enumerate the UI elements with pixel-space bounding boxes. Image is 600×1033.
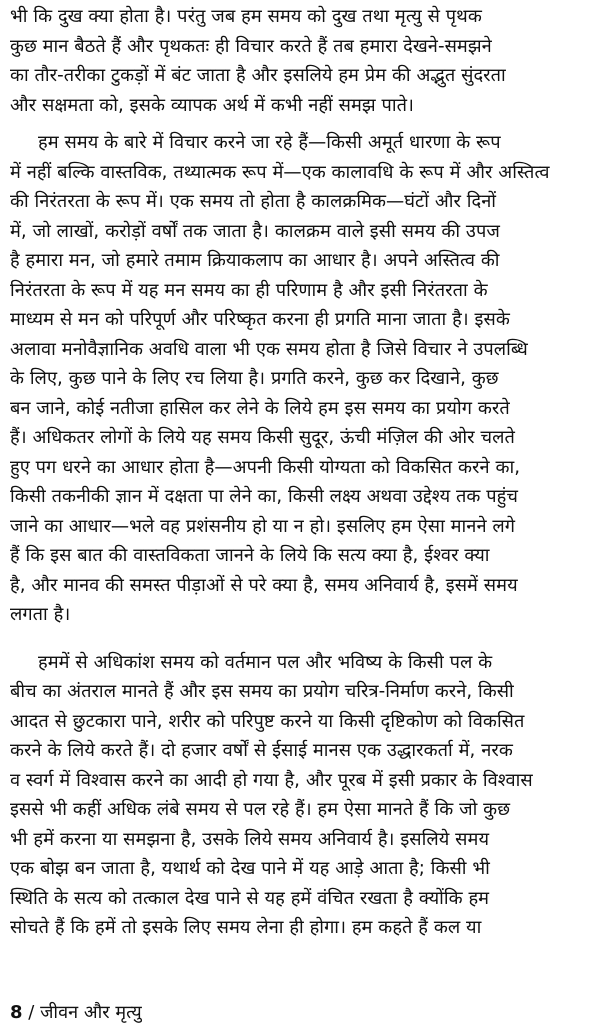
text-line: बीच का अंतराल मानते हैं और इस समय का प्रयोग चरित्र-निर्माण करने, किसी [10, 681, 514, 702]
text-line: व स्वर्ग में विश्वास करने का आदी हो गया है, और पूरब में इसी प्रकार के विश्वास [10, 769, 533, 791]
text-line: सोचते हैं कि हमें तो इसके लिए समय लेना ही होगा। हम कहते हैं कल या [10, 917, 482, 938]
text-line: भी हमें करना या समझना है, उसके लिये समय अनिवार्य है। इसलिये समय [10, 828, 490, 850]
text-line: निरंतरता के रूप में यह मन समय का ही परिणाम है और इसी निरंतरता के [10, 279, 488, 301]
footer-separator: / [28, 1002, 35, 1023]
text-line: करने के लिये करते हैं। दो हजार वर्षों से ईसाई मानस एक उद्धारकर्ता में, नरक [10, 740, 513, 761]
paragraph-2 [10, 128, 594, 630]
text-line: में, जो लाखों, करोड़ों वर्षों तक जाता है। कालक्रम वाले इसी समय की उपज [10, 220, 500, 242]
text-line: है, और मानव की समस्त पीड़ाओं से परे क्या है, समय अनिवार्य है, इसमें समय [10, 574, 518, 596]
text-line: स्थिति के सत्य को तत्काल देख पाने से यह हमें वंचित रखता है क्योंकि हम [10, 887, 490, 909]
page-footer [10, 1001, 142, 1025]
text-line: और सक्षमता को, इसके व्यापक अर्थ में कभी नहीं समझ पाते। [10, 94, 414, 116]
text-line: एक बोझ बन जाता है, यथार्थ को देख पाने में यह आड़े आता है; किसी भी [10, 858, 490, 879]
text-line: हममें से अधिकांश समय को वर्तमान पल और भविष्य के किसी पल के [38, 651, 493, 673]
paragraph-3 [10, 648, 594, 943]
text-line: है हमारा मन, जो हमारे तमाम क्रियाकलाप का आधार है। अपने अस्तित्व की [10, 250, 500, 271]
text-line: हैं कि इस बात की वास्तविकता जानने के लिये कि सत्य क्या है, ईश्वर क्या [10, 545, 490, 566]
text-line: कुछ मान बैठते हैं और पृथकतः ही विचार करते हैं तब हमारा देखने-समझने [10, 35, 492, 57]
text-line: के लिए, कुछ पाने के लिए रच लिया है। प्रगति करने, कुछ कर दिखाने, कुछ [10, 368, 499, 389]
text-line: की निरंतरता के रूप में। एक समय तो होता है कालक्रमिक—घंटों और दिनों [10, 191, 497, 212]
text-line: भी कि दुख क्या होता है। परंतु जब हम समय को दुख तथा मृत्यु से पृथक [10, 6, 482, 27]
text-line: में नहीं बल्कि वास्तविक, तथ्यात्मक रूप में—एक कालावधि के रूप में और अस्तित्व [10, 161, 550, 183]
text-line: किसी तकनीकी ज्ञान में दक्षता पा लेने का, किसी लक्ष्य अथवा उद्देश्य तक पहुंच [10, 486, 518, 507]
text-line: हम समय के बारे में विचार करने जा रहे हैं—किसी अमूर्त धारणा के रूप [38, 132, 501, 153]
text-line: हैं। अधिकतर लोगों के लिये यह समय किसी सुदूर, ऊंची मंज़िल की ओर चलते [10, 427, 515, 448]
text-line: लगता है। [10, 604, 71, 625]
text-line: इससे भी कहीं अधिक लंबे समय से पल रहे हैं। हम ऐसा मानते हैं कि जो कुछ [10, 799, 511, 820]
text-line: का तौर-तरीका टुकड़ों में बंट जाता है और इसलिये हम प्रेम की अद्भुत सुंदरता [10, 65, 506, 86]
text-line: जाने का आधार—भले वह प्रशंसनीय हो या न हो। इसलिए हम ऐसा मानने लगे [10, 515, 516, 537]
paragraph-1 [10, 0, 594, 120]
text-line: हुए पग धरने का आधार होता है—अपनी किसी योग्यता को विकसित करने का, [10, 456, 521, 478]
text-line: बन जाने, कोई नतीजा हासिल कर लेने के लिये हम इस समय का प्रयोग करते [10, 397, 510, 419]
text-line: अलावा मनोवैज्ञानिक अवधि वाला भी एक समय होता है जिसे विचार ने उपलब्धि [10, 338, 528, 360]
text-line: आदत से छुटकारा पाने, शरीर को परिपुष्ट करने या किसी दृष्टिकोण को विकसित [10, 710, 525, 732]
text-line: माध्यम से मन को परिपूर्ण और परिष्कृत करना ही प्रगति माना जाता है। इसके [10, 309, 510, 330]
book-title: जीवन और मृत्यु [40, 1002, 142, 1023]
page-number: 8 [10, 1002, 23, 1023]
